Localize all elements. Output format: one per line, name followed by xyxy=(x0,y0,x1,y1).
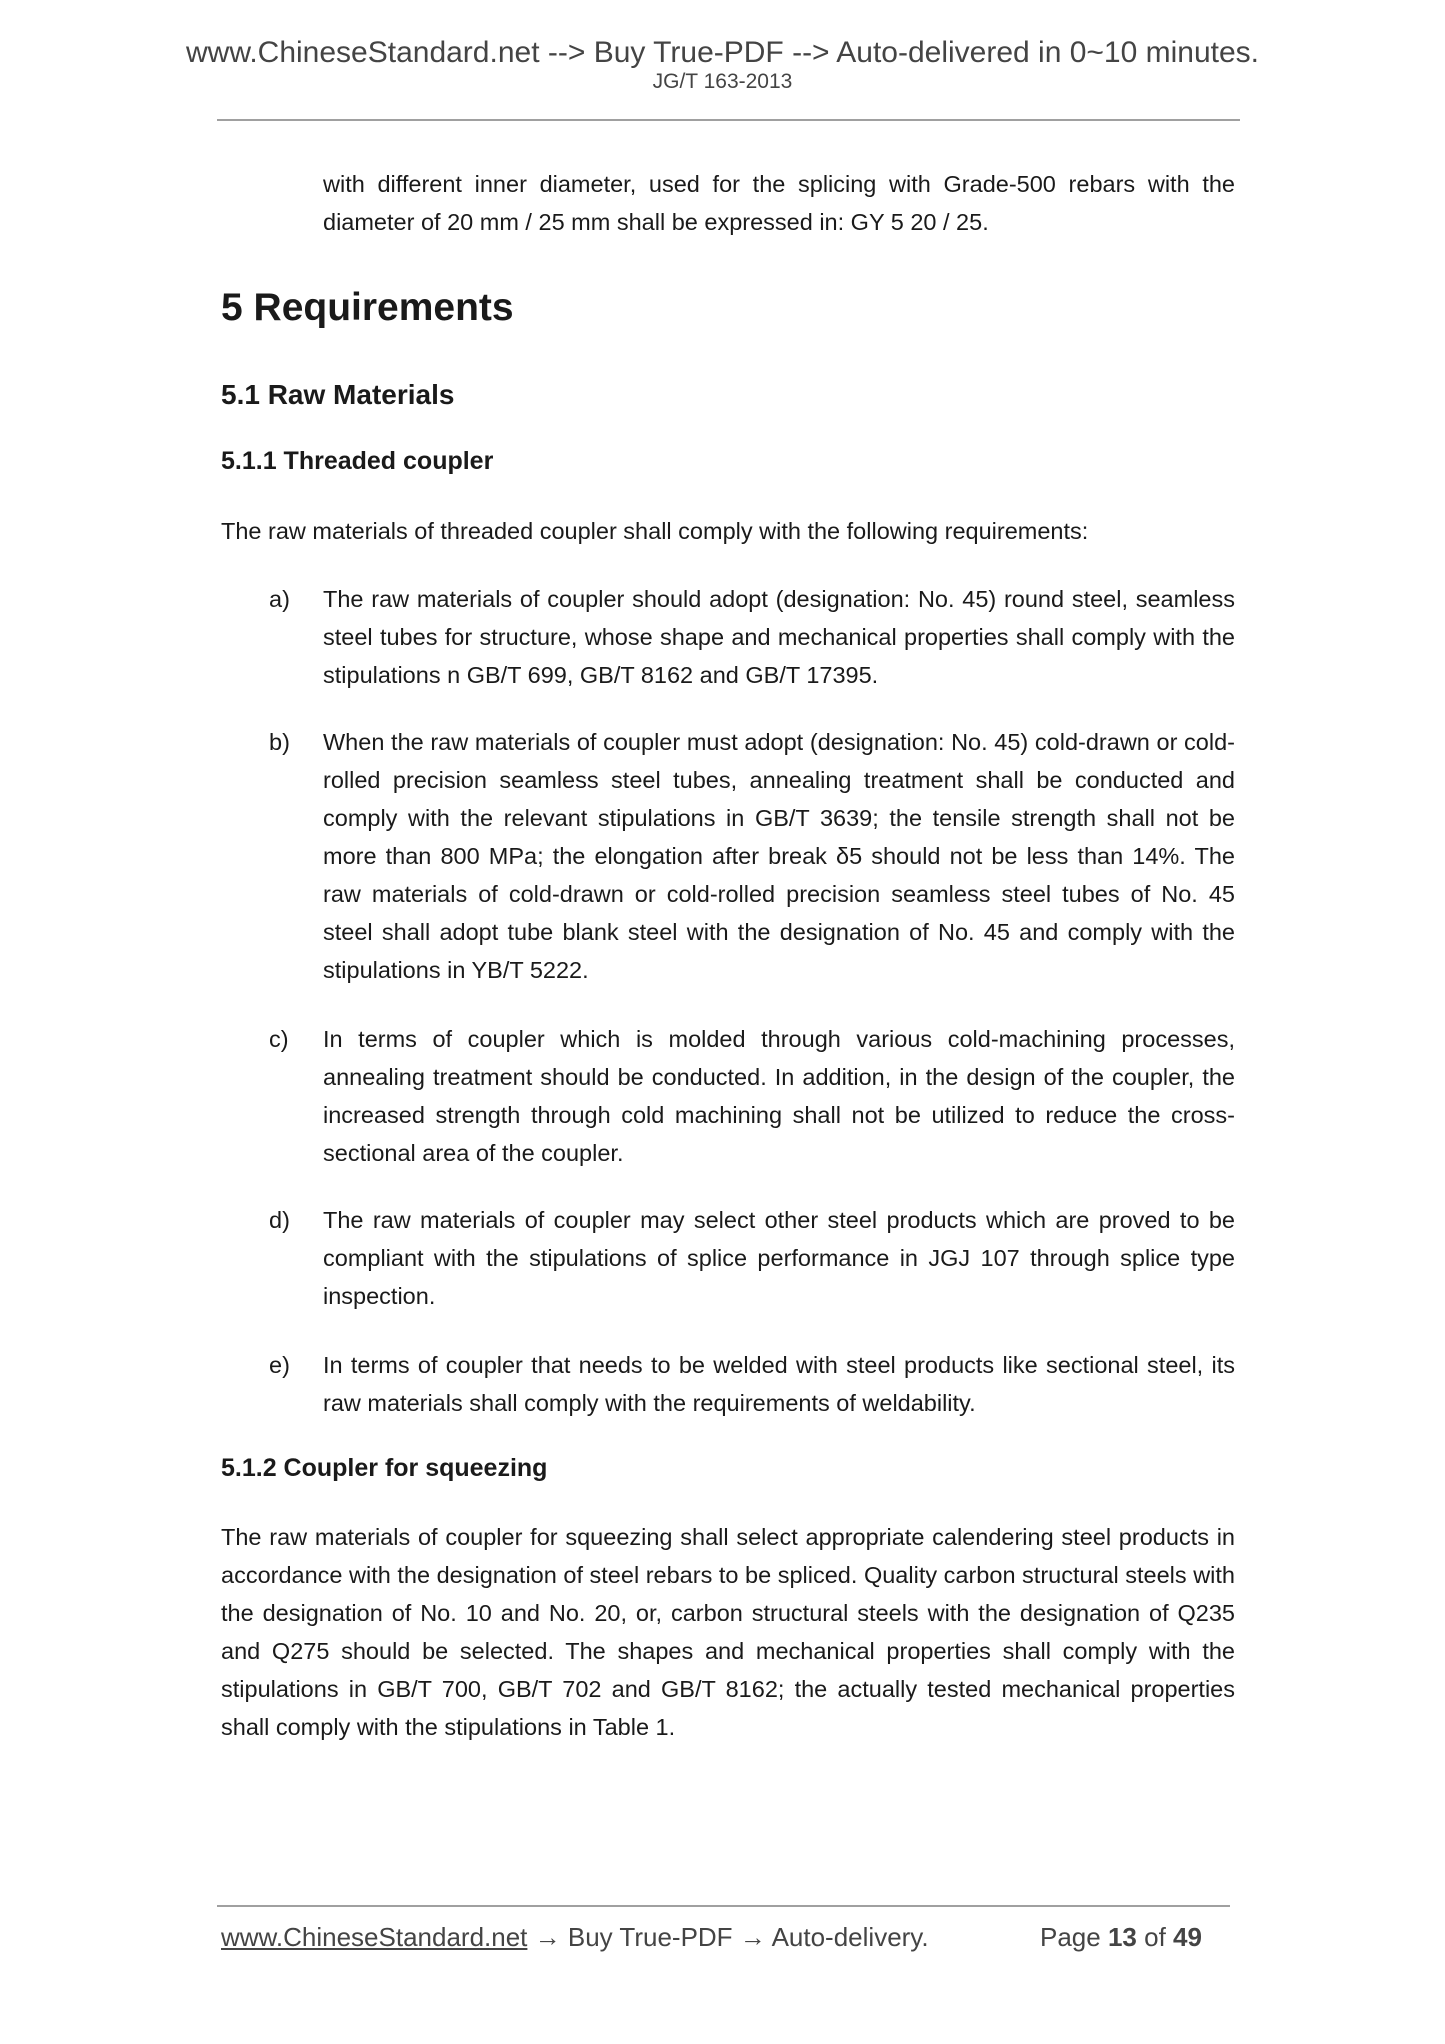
of-word: of xyxy=(1144,1922,1166,1952)
list-label: d) xyxy=(269,1207,290,1233)
list-label: a) xyxy=(269,586,290,612)
footer-link[interactable]: www.ChineseStandard.net xyxy=(221,1922,528,1952)
clause-heading: 5.1.2 Coupler for squeezing xyxy=(221,1454,548,1482)
paragraph: The raw materials of threaded coupler shall comply with the following requirements: xyxy=(221,518,1089,544)
list-item: When the raw materials of coupler must adopt (designation: No. 45) cold-drawn or cold-rolled precision seamless steel tubes, annealing treatment shall be conducted and comply with the relevant stipulations in GB/T 3639; the tensile strength shall not be more than 800 MPa; the elongation after break δ5 should not be less than 14%. The raw materials of cold-drawn or cold-rolled precision seamless steel tubes of No. 45 steel shall adopt tube blank steel with the designation of No. 45 and comply with the stipulations in YB/T 5222. xyxy=(323,729,1235,983)
list-label: b) xyxy=(269,729,290,755)
list-label: c) xyxy=(269,1026,289,1052)
footer-text xyxy=(221,1922,929,1953)
list-item: In terms of coupler which is molded through various cold-machining processes, annealing treatment should be conducted. In addition, in the design of the coupler, the increased strength through cold machining shall not be utilized to reduce the cross-sectional area of the coupler. xyxy=(323,1026,1235,1166)
subsection-heading: 5.1 Raw Materials xyxy=(221,379,455,410)
list-label: e) xyxy=(269,1352,290,1378)
footer-rest: → Buy True-PDF → Auto-delivery. xyxy=(527,1922,929,1952)
header-banner: www.ChineseStandard.net --> Buy True-PDF --> Auto-delivered in 0~10 minutes. xyxy=(185,36,1260,69)
page-word: Page xyxy=(1040,1922,1101,1952)
paragraph: The raw materials of coupler for squeezing shall select appropriate calendering steel products in accordance with the designation of steel rebars to be spliced. Quality carbon structural steels with the designation of No. 10 and No. 20, or, carbon structural steels with the designation of Q235 and Q275 should be selected. The shapes and mechanical properties shall comply with the stipulations in GB/T 700, GB/T 702 and GB/T 8162; the actually tested mechanical properties shall comply with the stipulations in Table 1. xyxy=(221,1524,1235,1740)
list-item: In terms of coupler that needs to be welded with steel products like sectional steel, its raw materials shall comply with the requirements of weldability. xyxy=(323,1352,1235,1416)
current-page: 13 xyxy=(1107,1922,1137,1952)
total-pages: 49 xyxy=(1173,1922,1202,1952)
header-divider xyxy=(217,119,1240,121)
clause-heading: 5.1.1 Threaded coupler xyxy=(221,447,494,475)
doc-code: JG/T 163-2013 xyxy=(652,70,793,93)
list-item: The raw materials of coupler should adopt (designation: No. 45) round steel, seamless steel tubes for structure, whose shape and mechanical properties shall comply with the stipulations n GB/T 699, GB/T 8162 and GB/T 17395. xyxy=(323,586,1235,688)
footer-divider xyxy=(217,1905,1230,1907)
page-number xyxy=(1040,1922,1202,1953)
list-item: The raw materials of coupler may select other steel products which are proved to be compliant with the stipulations of splice performance in JGJ 107 through splice type inspection. xyxy=(323,1207,1235,1309)
intro-paragraph: with different inner diameter, used for the splicing with Grade-500 rebars with the diameter of 20 mm / 25 mm shall be expressed in: GY 5 20 / 25. xyxy=(323,171,1235,235)
section-heading: 5 Requirements xyxy=(221,286,514,329)
